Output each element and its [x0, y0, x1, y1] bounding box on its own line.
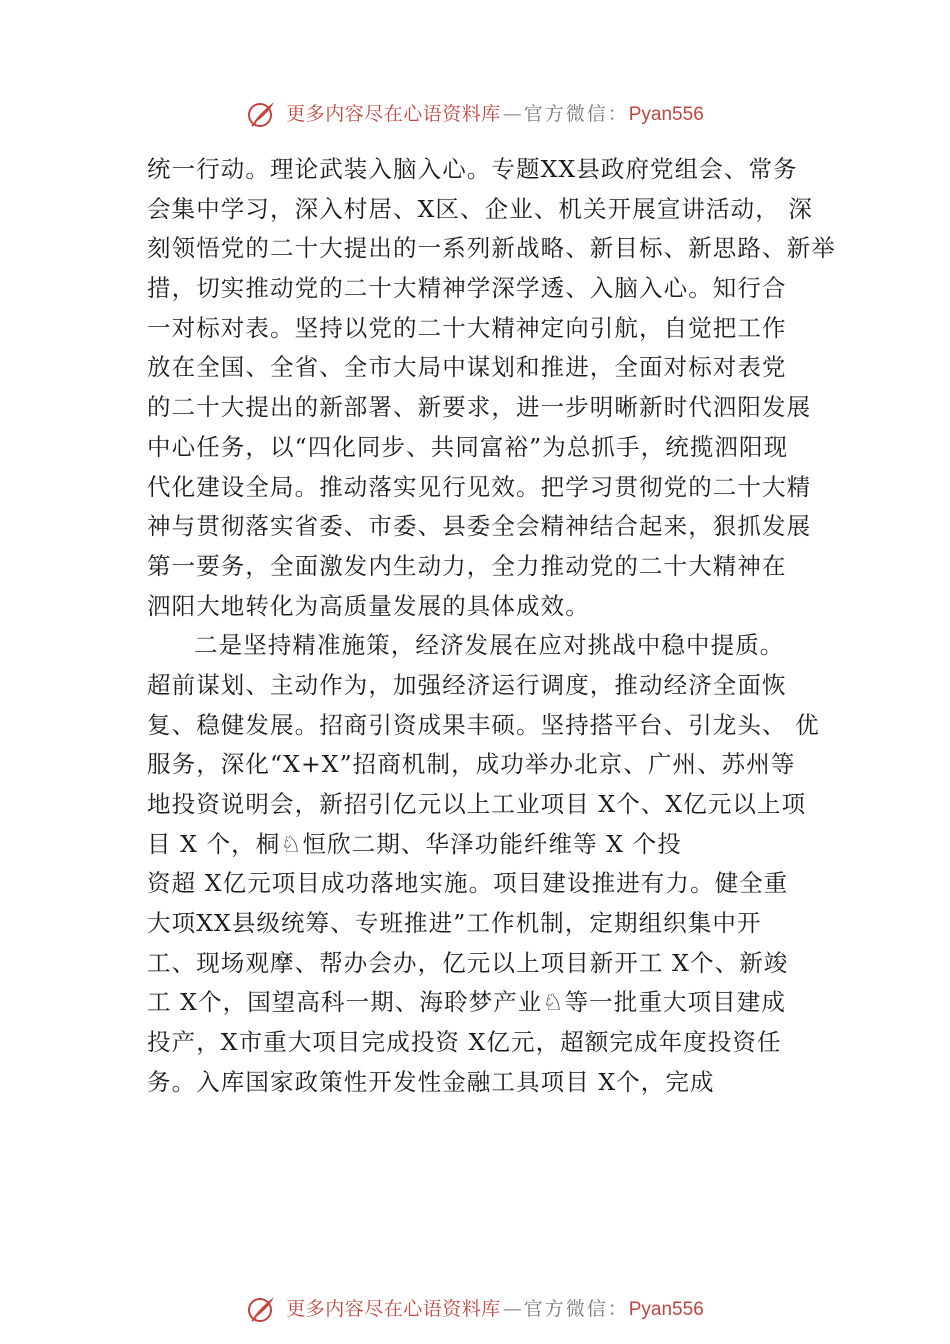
paragraph-heading: 二是坚持精准施策，经济发展在应对挑战中稳中提质。 — [194, 631, 785, 660]
text-line: 措，切实推动党的二十大精神学深学透、入脑入心。知行合 — [147, 274, 787, 303]
text-line: 刻领悟党的二十大提出的一系列新战略、新目标、新思路、新举 — [147, 234, 836, 263]
brand-name: 更多内容尽在心语资料库 — [286, 1297, 501, 1320]
text-line: 超前谋划、主动作为，加强经济运行调度，推动经济全面恢 — [147, 670, 787, 699]
text-line: 工 X个，国望高科一期、海聆梦产业♘等一批重大项目建成 — [147, 988, 786, 1017]
text-line: 统一行动。理论武装入脑入心。专题XX县政府党组会、常务 — [147, 155, 798, 183]
footer-banner — [0, 1289, 950, 1329]
feather-pen-icon — [246, 98, 278, 130]
document-body — [147, 150, 836, 1103]
text-line: 会集中学习，深入村居、X区、企业、机关开展宣讲活动， 深 — [147, 194, 813, 223]
separator: — — [502, 1297, 522, 1320]
wechat-label: 官方微信： — [523, 1297, 629, 1320]
text-line: 大项XX县级统筹、专班推进”工作机制，定期组织集中开 — [147, 909, 762, 938]
text-line: 的二十大提出的新部署、新要求，进一步明晰新时代泗阳发展 — [147, 393, 812, 422]
text-line: 神与贯彻落实省委、市委、县委全会精神结合起来，狠抓发展 — [147, 512, 812, 541]
brand-name: 更多内容尽在心语资料库 — [286, 102, 501, 125]
wechat-id: Pyan556 — [628, 1298, 704, 1320]
header-banner-text — [286, 102, 704, 125]
text-line: 放在全国、全省、全市大局中谋划和推进，全面对标对表党 — [147, 353, 787, 382]
text-line: 代化建设全局。推动落实见行见效。把学习贯彻党的二十大精 — [147, 472, 812, 501]
feather-pen-icon — [246, 1293, 278, 1325]
text-line: 资超 X亿元项目成功落地实施。项目建设推进有力。健全重 — [147, 869, 789, 898]
header-banner — [0, 94, 950, 134]
text-line: 地投资说明会，新招引亿元以上工业项目 X个、X亿元以上项 — [147, 790, 807, 818]
text-line: 第一要务，全面激发内生动力，全力推动党的二十大精神在 — [147, 551, 787, 580]
text-line: 服务，深化“X+X”招商机制，成功举办北京、广州、苏州等 — [147, 750, 796, 779]
text-line: 泗阳大地转化为高质量发展的具体成效。 — [147, 591, 590, 620]
separator: — — [502, 102, 522, 125]
text-line: 目 X 个，桐♘恒欣二期、华泽功能纤维等 X 个投 — [147, 829, 682, 858]
text-line: 务。入库国家政策性开发性金融工具项目 X个，完成 — [147, 1067, 715, 1096]
text-line: 一对标对表。坚持以党的二十大精神定向引航，自觉把工作 — [147, 313, 787, 342]
text-line: 工、现场观摩、帮办会办，亿元以上项目新开工 X个、新竣 — [147, 948, 789, 977]
text-line: 复、稳健发展。招商引资成果丰硕。坚持搭平台、引龙头、 优 — [147, 710, 820, 739]
wechat-id: Pyan556 — [628, 103, 704, 125]
text-line: 中心任务，以“四化同步、共同富裕”为总抓手，统揽泗阳现 — [147, 432, 789, 461]
footer-banner-text — [286, 1297, 704, 1320]
text-line: 投产，X市重大项目完成投资 X亿元，超额完成年度投资任 — [147, 1028, 782, 1057]
wechat-label: 官方微信： — [523, 102, 629, 125]
